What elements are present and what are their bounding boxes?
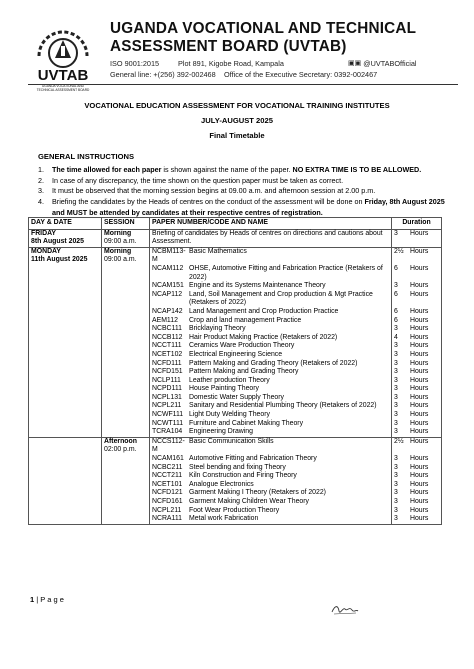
- duration-entry: [394, 481, 439, 490]
- duration-list: [392, 247, 442, 437]
- paper-name: Analogue Electronics: [189, 480, 254, 488]
- duration-value: 6: [394, 290, 398, 298]
- duration-unit: Hours: [410, 472, 429, 480]
- duration-value: 3: [394, 282, 398, 290]
- timetable: [28, 217, 442, 525]
- paper-entry: [152, 498, 389, 507]
- paper-code: NCAM161: [152, 455, 184, 463]
- duration-value: 3: [394, 368, 398, 376]
- paper-entry: [152, 308, 389, 317]
- duration-entry: [394, 325, 439, 334]
- paper-entry: [152, 342, 389, 351]
- header-rule: [28, 84, 458, 85]
- general-phone: General line: +(256) 392-002468: [110, 70, 216, 79]
- paper-name: Garment Making I Theory (Retakers of 2022): [189, 489, 326, 497]
- duration-value: 3: [394, 455, 398, 463]
- duration-unit: Hours: [410, 428, 429, 436]
- address: Plot 891, Kigobe Road, Kampala: [178, 59, 284, 68]
- duration-entry: [394, 455, 439, 464]
- paper-code: NCLP111: [152, 376, 181, 384]
- duration-entry: [394, 420, 439, 429]
- paper-entry: [152, 248, 389, 265]
- day-cell: FRIDAY 8th August 2025: [29, 229, 102, 247]
- duration-entry: [394, 265, 439, 282]
- paper-code: NCFD111: [152, 359, 182, 367]
- paper-code: NCET101: [152, 480, 183, 488]
- paper-entry: [152, 472, 389, 481]
- duration-entry: [394, 464, 439, 473]
- paper-entry: [152, 481, 389, 490]
- paper-code: NCFD161: [152, 498, 183, 505]
- duration-entry: [394, 394, 439, 403]
- duration-unit: Hours: [410, 437, 429, 445]
- duration-entry: [394, 385, 439, 394]
- duration-entry: [394, 308, 439, 317]
- signature-mark: [330, 603, 360, 617]
- duration-value: 3: [394, 498, 398, 505]
- paper-code: NCBC211: [152, 463, 183, 471]
- paper-name: Engine and its Systems Maintenance Theory: [189, 282, 326, 290]
- svg-text:UGANDA VOCATIONAL AND: UGANDA VOCATIONAL AND: [42, 84, 84, 88]
- duration-value: 3: [394, 393, 398, 401]
- paper-entry: [152, 291, 389, 308]
- paper-entry: [152, 515, 389, 524]
- duration-value: 3: [394, 489, 398, 497]
- svg-text:TECHNICAL ASSESSMENT BOARD: TECHNICAL ASSESSMENT BOARD: [36, 88, 90, 92]
- paper-entry: [152, 385, 389, 394]
- org-name-line2: ASSESSMENT BOARD (UVTAB): [110, 38, 347, 55]
- duration-value: 3: [394, 342, 398, 350]
- col-header-paper: PAPER NUMBER/CODE AND NAME: [150, 218, 392, 230]
- paper-entry: [152, 402, 389, 411]
- duration-unit: Hours: [410, 411, 429, 419]
- paper-entry: [152, 265, 389, 282]
- duration-unit: Hours: [410, 393, 429, 401]
- paper-name: Metal work Fabrication: [189, 515, 259, 523]
- duration-entry: [394, 438, 439, 455]
- duration-unit: Hours: [410, 307, 429, 315]
- duration-unit: Hours: [410, 506, 429, 514]
- organisation-name: [110, 20, 465, 56]
- paper-entry: [152, 420, 389, 429]
- duration-value: 3: [394, 411, 398, 419]
- col-header-session: SESSION: [102, 218, 150, 230]
- table-row-monday-morning: [29, 247, 442, 437]
- day-cell: MONDAY 11th August 2025: [29, 247, 102, 437]
- duration-value: 3: [394, 359, 398, 367]
- duration-entry: [394, 402, 439, 411]
- exec-office-phone: Office of the Executive Secretary: 0392-002467: [224, 70, 378, 79]
- paper-entry: [152, 507, 389, 516]
- paper-name: Leather production Theory: [189, 376, 270, 384]
- duration-unit: Hours: [410, 247, 429, 255]
- col-header-day: DAY & DATE: [29, 218, 102, 230]
- table-row-monday-afternoon: [29, 437, 442, 524]
- paper-entry: [152, 368, 389, 377]
- paper-code: NCBC111: [152, 325, 182, 333]
- paper-name: Hair Product Making Practice (Retakers of 2022): [189, 333, 338, 341]
- paper-name: Bricklaying Theory: [189, 325, 246, 333]
- duration-list: [392, 437, 442, 524]
- duration-unit: Hours: [410, 282, 429, 290]
- paper-code: NCBM113-M: [152, 247, 186, 264]
- duration-value: 6: [394, 264, 398, 272]
- duration-entry: [394, 377, 439, 386]
- duration-value: 6: [394, 316, 398, 324]
- duration-unit: Hours: [410, 480, 429, 488]
- page-footer: [30, 595, 64, 604]
- paper-code: NCWT111: [152, 419, 184, 427]
- duration-unit: Hours: [410, 498, 429, 505]
- doc-period: JULY-AUGUST 2025: [201, 116, 273, 125]
- paper-code: NCCS112-M: [152, 437, 185, 454]
- paper-cell: Briefing of candidates by Heads of centres on directions and cautions about Assessment.: [150, 229, 392, 247]
- duration-value: 6: [394, 307, 398, 315]
- duration-value: 4: [394, 333, 398, 341]
- social-icons: ▣▣: [348, 60, 364, 67]
- social-handle: @UVTABOfficial: [363, 59, 417, 68]
- duration-unit: Hours: [410, 489, 429, 497]
- duration-entry: [394, 489, 439, 498]
- duration-value: 3: [394, 480, 398, 488]
- instruction-item: 3. It must be observed that the morning session begins at 09.00 a.m. and afternoon session at 2.00 p.m.: [38, 186, 376, 196]
- contact-block: [110, 58, 470, 80]
- paper-code: NCET102: [152, 350, 183, 358]
- paper-name: Foot Wear Production Theory: [189, 506, 280, 514]
- duration-entry: [394, 282, 439, 291]
- paper-list: [150, 247, 392, 437]
- duration-value: 3: [394, 376, 398, 384]
- duration-unit: Hours: [410, 342, 429, 350]
- duration-entry: [394, 507, 439, 516]
- instructions-list: [38, 165, 458, 219]
- paper-entry: [152, 282, 389, 291]
- duration-entry: [394, 360, 439, 369]
- duration-value: 3: [394, 402, 398, 410]
- paper-code: NCFD151: [152, 368, 183, 376]
- duration-value: 3: [394, 385, 398, 393]
- instructions-heading: GENERAL INSTRUCTIONS: [38, 152, 135, 161]
- duration-unit: Hours: [410, 376, 429, 384]
- paper-entry: [152, 394, 389, 403]
- paper-code: NCAP142: [152, 307, 183, 315]
- duration-entry: [394, 248, 439, 265]
- duration-unit: Hours: [410, 316, 429, 324]
- duration-value: 3: [394, 350, 398, 358]
- duration-unit: Hours: [410, 419, 429, 427]
- paper-name: Furniture and Cabinet Making Theory: [189, 419, 304, 427]
- instruction-item: 2. In case of any discrepancy, the time shown on the question paper must be taken as correct.: [38, 175, 344, 185]
- session-cell: Morning 09:00 a.m.: [102, 229, 150, 247]
- paper-entry: [152, 455, 389, 464]
- paper-name: Pattern Making and Grading Theory (Retakers of 2022): [189, 359, 358, 367]
- paper-name: Garment Making Children Wear Theory: [189, 498, 309, 505]
- session-cell: Afternoon 02:00 p.m.: [102, 437, 150, 524]
- duration-value: 3: [394, 463, 398, 471]
- instruction-item: 1. The time allowed for each paper is shown against the name of the paper. NO EXTRA TIME IS TO BE ALLOWED.: [38, 165, 422, 174]
- duration-value: 2½: [394, 437, 404, 445]
- duration-unit: Hours: [410, 402, 429, 410]
- paper-entry: [152, 360, 389, 369]
- duration-value: 3: [394, 506, 398, 514]
- duration-unit: Hours: [410, 264, 429, 272]
- duration-entry: [394, 317, 439, 326]
- session-cell: Morning 09:00 a.m.: [102, 247, 150, 437]
- paper-code: NCAM151: [152, 282, 184, 290]
- paper-name: Land Management and Crop Production Practice: [189, 307, 339, 315]
- duration-unit: Hours: [410, 350, 429, 358]
- paper-name: Land, Soil Management and Crop production & Mgt Practice (Retakers of 2022): [189, 290, 373, 307]
- duration-unit: Hours: [410, 333, 429, 341]
- duration-value: 3: [394, 428, 398, 436]
- duration-value: 3: [394, 419, 398, 427]
- paper-name: Automotive Fitting and Fabrication Theory: [189, 455, 317, 463]
- duration-unit: Hours: [410, 368, 429, 376]
- paper-name: Sanitary and Residential Plumbing Theory (Retakers of 2022): [189, 402, 377, 410]
- duration-unit: Hours: [410, 463, 429, 471]
- duration-value: 3: [394, 472, 398, 480]
- duration-entry: [394, 498, 439, 507]
- table-header-row: [29, 218, 442, 230]
- paper-entry: [152, 317, 389, 326]
- paper-code: NCAM112: [152, 264, 184, 272]
- paper-name: Steel bending and fixing Theory: [189, 463, 286, 471]
- paper-code: NCCT111: [152, 342, 182, 350]
- paper-name: Electrical Engineering Science: [189, 350, 283, 358]
- paper-name: OHSE, Automotive Fitting and Fabrication Practice (Retakers of 2022): [189, 264, 383, 281]
- duration-unit: Hours: [410, 455, 429, 463]
- paper-code: NCCT211: [152, 472, 183, 480]
- paper-name: Crop and land management Practice: [189, 316, 302, 324]
- paper-name: Pattern Making and Grading Theory: [189, 368, 299, 376]
- duration-unit: Hours: [410, 385, 429, 393]
- paper-code: NCPL211: [152, 402, 182, 410]
- doc-subtitle: Final Timetable: [209, 131, 265, 140]
- duration-value: 3: [394, 515, 398, 523]
- paper-code: AEM112: [152, 316, 178, 324]
- duration-unit: Hours: [410, 290, 429, 298]
- col-header-duration: Duration: [392, 218, 442, 230]
- duration-unit: Hours: [410, 325, 429, 333]
- paper-name: Basic Mathematics: [189, 247, 247, 255]
- doc-title: VOCATIONAL EDUCATION ASSESSMENT FOR VOCATIONAL TRAINING INSTITUTES: [84, 101, 390, 110]
- paper-entry: [152, 334, 389, 343]
- paper-entry: [152, 438, 389, 455]
- table-row-friday: [29, 229, 442, 247]
- duration-entry: [394, 472, 439, 481]
- paper-code: TCRA104: [152, 428, 183, 436]
- paper-entry: [152, 351, 389, 360]
- paper-name: Ceramics Ware Production Theory: [189, 342, 295, 350]
- paper-name: Basic Communication Skills: [189, 437, 274, 445]
- paper-entry: [152, 464, 389, 473]
- paper-code: NCWF111: [152, 411, 184, 419]
- duration-unit: Hours: [410, 359, 429, 367]
- paper-list: [150, 437, 392, 524]
- uvtab-logo: [28, 18, 98, 94]
- duration-value: 2½: [394, 247, 404, 255]
- paper-name: House Painting Theory: [189, 385, 259, 393]
- duration-entry: [394, 342, 439, 351]
- paper-code: NCPL131: [152, 393, 182, 401]
- duration-entry: [394, 334, 439, 343]
- org-name-line1: UGANDA VOCATIONAL AND TECHNICAL: [110, 20, 417, 37]
- paper-code: NCFD121: [152, 489, 183, 497]
- paper-name: Light Duty Welding Theory: [189, 411, 270, 419]
- paper-code: NCPL211: [152, 506, 182, 514]
- paper-code: NCAP112: [152, 290, 183, 298]
- duration-value: 3: [394, 325, 398, 333]
- day-cell: [29, 437, 102, 524]
- iso-label: ISO 9001:2015: [110, 59, 160, 68]
- duration-entry: [394, 351, 439, 360]
- duration-unit: Hours: [410, 515, 429, 523]
- duration-entry: [394, 368, 439, 377]
- paper-entry: [152, 325, 389, 334]
- duration-entry: [394, 411, 439, 420]
- paper-code: NCPD111: [152, 385, 182, 393]
- paper-name: Kiln Construction and Firing Theory: [189, 472, 297, 480]
- duration-entry: [394, 515, 439, 524]
- paper-name: Engineering Drawing: [189, 428, 253, 436]
- paper-entry: [152, 489, 389, 498]
- paper-name: Domestic Water Supply Theory: [189, 393, 284, 401]
- duration-cell: 3 Hours: [392, 229, 442, 247]
- paper-entry: [152, 428, 389, 437]
- instruction-item: 4. Briefing the candidates by the Heads of centres on the conduct of the assessment will be done on Friday, 8th August 2025 and MUST be attended by candidates at their respective centres of registration.: [38, 197, 445, 217]
- paper-entry: [152, 377, 389, 386]
- paper-entry: [152, 411, 389, 420]
- page-number: 1: [30, 595, 35, 604]
- duration-entry: [394, 291, 439, 308]
- paper-code: NCRA111: [152, 515, 182, 523]
- duration-entry: [394, 428, 439, 437]
- paper-code: NCCB112: [152, 333, 183, 341]
- page-label: | P a g e: [36, 595, 64, 604]
- svg-text:UVTAB: UVTAB: [37, 67, 89, 84]
